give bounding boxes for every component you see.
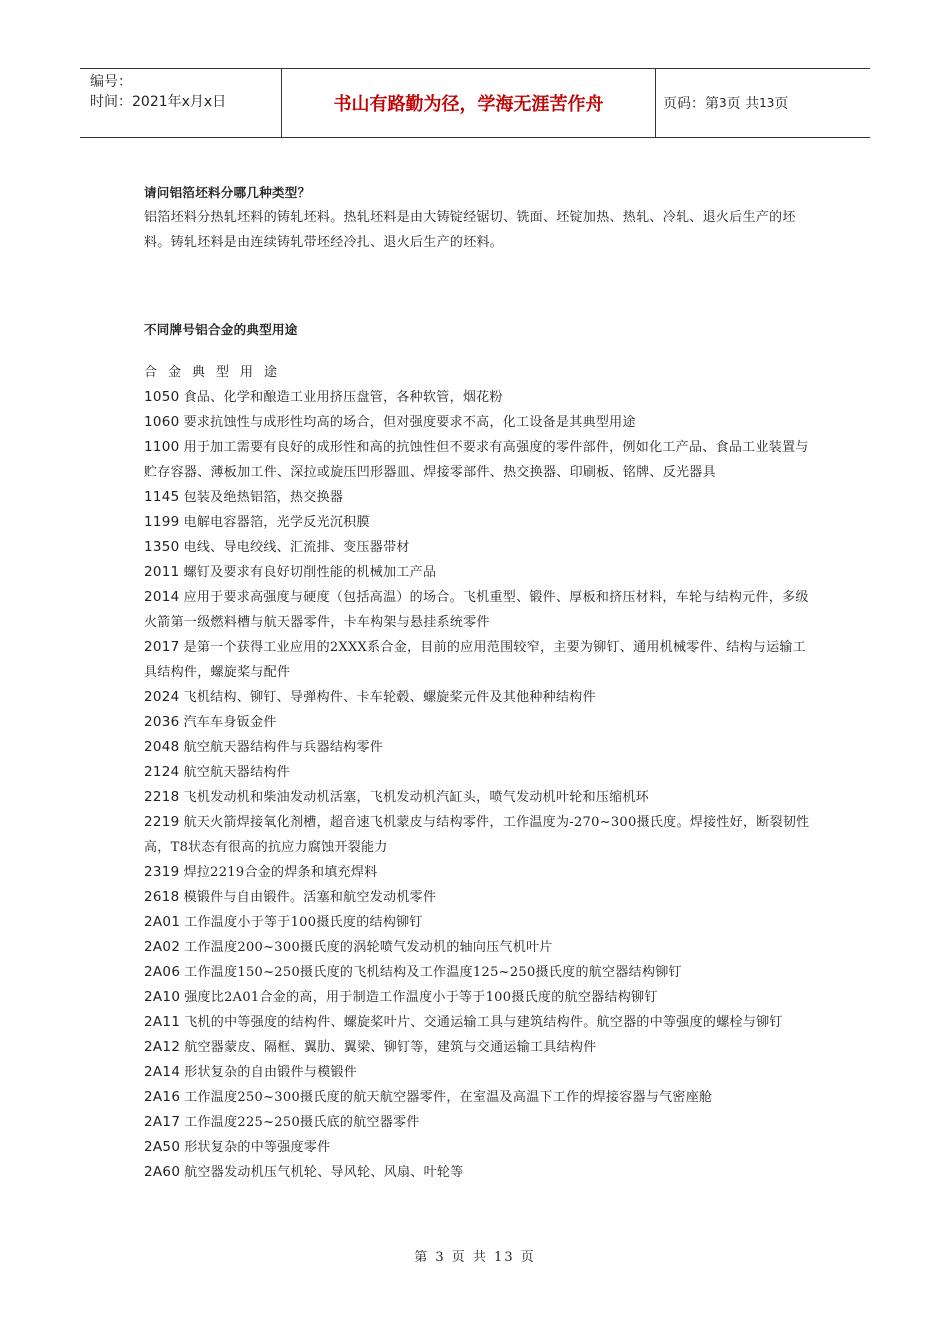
alloy-code: 2A11	[144, 1014, 181, 1030]
alloy-code: 2A06	[144, 964, 181, 980]
alloy-code: 1145	[144, 489, 180, 505]
alloy-code: 1060	[144, 414, 180, 430]
alloy-usage-text: 汽车车身钣金件	[183, 715, 277, 730]
alloy-usage-entry	[144, 1160, 810, 1185]
alloy-usage-text: 形状复杂的自由锻件与模锻件	[184, 1065, 358, 1080]
alloy-usage-entry	[144, 1060, 810, 1085]
alloy-usage-entry	[144, 1085, 810, 1110]
alloy-usage-entry	[144, 1110, 810, 1135]
alloy-code: 2048	[144, 739, 180, 755]
alloy-code: 2618	[144, 889, 180, 905]
alloy-code: 2124	[144, 764, 180, 780]
alloy-usage-entry	[144, 810, 810, 860]
section-title-foil-blank: 请问铝箔坯料分哪几种类型？	[144, 185, 311, 200]
alloy-usage-entry	[144, 885, 810, 910]
alloy-usage-entry	[144, 535, 810, 560]
alloy-usage-text: 工作温度小于等于100摄氏度的结构铆钉	[184, 915, 423, 930]
alloy-code: 1199	[144, 514, 180, 530]
alloy-usage-text: 应用于要求高强度与硬度（包括高温）的场合。飞机重型、锻件、厚板和挤压材料，车轮与结构元件，多级火箭第一级燃料槽与航天器零件，卡车构架与悬挂系统零件	[144, 590, 809, 630]
alloy-usage-text: 工作温度250~300摄氏度的航天航空器零件，在室温及高温下工作的焊接容器与气密座舱	[184, 1090, 713, 1105]
alloy-usage-text: 用于加工需要有良好的成形性和高的抗蚀性但不要求有高强度的零件部件，例如化工产品、食品工业装置与贮存容器、薄板加工件、深拉或旋压凹形器皿、焊接零部件、热交换器、印刷板、铭牌、反光器具	[144, 440, 809, 480]
alloy-usage-entry	[144, 760, 810, 785]
alloy-code: 2A14	[144, 1064, 181, 1080]
alloy-usage-entry	[144, 685, 810, 710]
alloy-usage-text: 包装及绝热铝箔，热交换器	[183, 490, 344, 505]
page-footer: 第 3 页 共 13 页	[414, 1250, 536, 1265]
document-body	[144, 180, 810, 1185]
alloy-usage-entry	[144, 385, 810, 410]
alloy-usage-text: 航天火箭焊接氧化剂槽，超音速飞机蒙皮与结构零件，工作温度为-270~300摄氏度。焊接性好，断裂韧性高，T8状态有很高的抗应力腐蚀开裂能力	[144, 815, 810, 855]
alloy-code: 2024	[144, 689, 180, 705]
page-label-mid: 页 共	[726, 96, 760, 112]
header-page-info	[656, 69, 870, 137]
alloy-usage-text: 焊拉2219合金的焊条和填充焊料	[183, 865, 378, 880]
page-label-prefix: 页码：第	[663, 96, 719, 112]
alloy-usage-entry	[144, 735, 810, 760]
page-header	[80, 68, 870, 138]
alloy-usage-entry	[144, 860, 810, 885]
header-motto: 书山有路勤为径，学海无涯苦作舟	[282, 69, 656, 137]
alloy-usage-text: 飞机结构、铆钉、导弹构件、卡车轮毂、螺旋桨元件及其他种种结构件	[183, 690, 596, 705]
alloy-usage-entry	[144, 985, 810, 1010]
page-total-number: 13	[759, 96, 775, 110]
alloy-code: 2A16	[144, 1089, 181, 1105]
alloy-usage-entry	[144, 785, 810, 810]
alloy-code: 2A50	[144, 1139, 181, 1155]
alloy-usage-text: 食品、化学和酿造工业用挤压盘管，各种软管，烟花粉	[183, 390, 503, 405]
alloy-code: 1100	[144, 439, 180, 455]
alloy-usage-entry	[144, 635, 810, 685]
alloy-usage-text: 模锻件与自由锻件。活塞和航空发动机零件	[183, 890, 437, 905]
alloy-usage-text: 工作温度150~250摄氏度的飞机结构及工作温度125~250摄氏度的航空器结构铆钉	[184, 965, 682, 980]
alloy-usage-text: 是第一个获得工业应用的2XXX系合金，目前的应用范围较窄，主要为铆钉、通用机械零件、结构与运输工具结构件，螺旋桨与配件	[144, 640, 806, 680]
alloy-code: 2011	[144, 564, 180, 580]
alloy-code: 1350	[144, 539, 180, 555]
alloy-code: 2219	[144, 814, 180, 830]
alloy-usage-entry	[144, 960, 810, 985]
alloy-usage-entry	[144, 710, 810, 735]
alloy-usage-text: 要求抗蚀性与成形性均高的场合，但对强度要求不高，化工设备是其典型用途	[183, 415, 636, 430]
alloy-usage-text: 工作温度225~250摄氏底的航空器零件	[184, 1115, 420, 1130]
alloy-code: 2A02	[144, 939, 181, 955]
alloy-usage-text: 航空器发动机压气机轮、导风轮、风扇、叶轮等	[184, 1165, 464, 1180]
alloy-usage-text: 电线、导电绞线、汇流排、变压器带材	[183, 540, 410, 555]
alloy-code: 2014	[144, 589, 180, 605]
alloy-code: 1050	[144, 389, 180, 405]
alloy-usage-entry	[144, 410, 810, 435]
alloy-usage-text: 形状复杂的中等强度零件	[184, 1140, 331, 1155]
alloy-usage-text: 工作温度200~300摄氏度的涡轮喷气发动机的轴向压气机叶片	[184, 940, 553, 955]
alloy-usage-text: 航空航天器结构件	[183, 765, 290, 780]
alloy-usage-entry	[144, 585, 810, 635]
header-meta	[80, 69, 282, 137]
section-paragraph-foil-blank: 铝箔坯料分热轧坯料的铸轧坯料。热轧坯料是由大铸锭经锯切、铣面、坯锭加热、热轧、冷轧、退火后生产的坯料。铸轧坯料是由连续铸轧带坯经冷扎、退火后生产的坯料。	[144, 210, 796, 250]
alloy-code: 2A10	[144, 989, 181, 1005]
alloy-usage-entry	[144, 1135, 810, 1160]
document-time-label: 时间：2021年x月x日	[90, 94, 227, 110]
alloy-code: 2017	[144, 639, 180, 655]
page-label-suffix: 页	[774, 96, 789, 112]
alloy-usage-text: 电解电容器箔，光学反光沉积膜	[183, 515, 370, 530]
alloy-usage-entry	[144, 510, 810, 535]
alloy-usage-entry	[144, 935, 810, 960]
alloy-usage-text: 航空航天器结构件与兵器结构零件	[183, 740, 384, 755]
alloy-usage-entry	[144, 560, 810, 585]
alloy-usage-text: 强度比2A01合金的高，用于制造工作温度小于等于100摄氏度的航空器结构铆钉	[184, 990, 658, 1005]
alloy-code: 2036	[144, 714, 180, 730]
alloy-code: 2A12	[144, 1039, 181, 1055]
alloy-code: 2A60	[144, 1164, 181, 1180]
alloy-usage-entry	[144, 485, 810, 510]
alloy-usage-list	[144, 385, 810, 1185]
alloy-usage-entry	[144, 1010, 810, 1035]
alloy-usage-entry	[144, 435, 810, 485]
section-title-alloy-uses: 不同牌号铝合金的典型用途	[144, 322, 298, 337]
alloy-usage-text: 航空器蒙皮、隔框、翼肋、翼梁、铆钉等，建筑与交通运输工具结构件	[184, 1040, 597, 1055]
alloy-code: 2319	[144, 864, 180, 880]
alloy-usage-text: 螺钉及要求有良好切削性能的机械加工产品	[183, 565, 437, 580]
document-number-label: 编号：	[90, 74, 132, 90]
alloy-code: 2A17	[144, 1114, 181, 1130]
alloy-code: 2218	[144, 789, 180, 805]
alloy-usage-text: 飞机发动机和柴油发动机活塞，飞机发动机汽缸头，喷气发动机叶轮和压缩机环	[183, 790, 650, 805]
alloy-code: 2A01	[144, 914, 181, 930]
alloy-usage-entry	[144, 1035, 810, 1060]
alloy-usage-text: 飞机的中等强度的结构件、螺旋桨叶片、交通运输工具与建筑结构件。航空器的中等强度的螺栓与铆钉	[184, 1015, 783, 1030]
page-current-number: 3	[719, 96, 727, 110]
table-column-header: 合金典型用途	[144, 365, 289, 380]
alloy-usage-entry	[144, 910, 810, 935]
